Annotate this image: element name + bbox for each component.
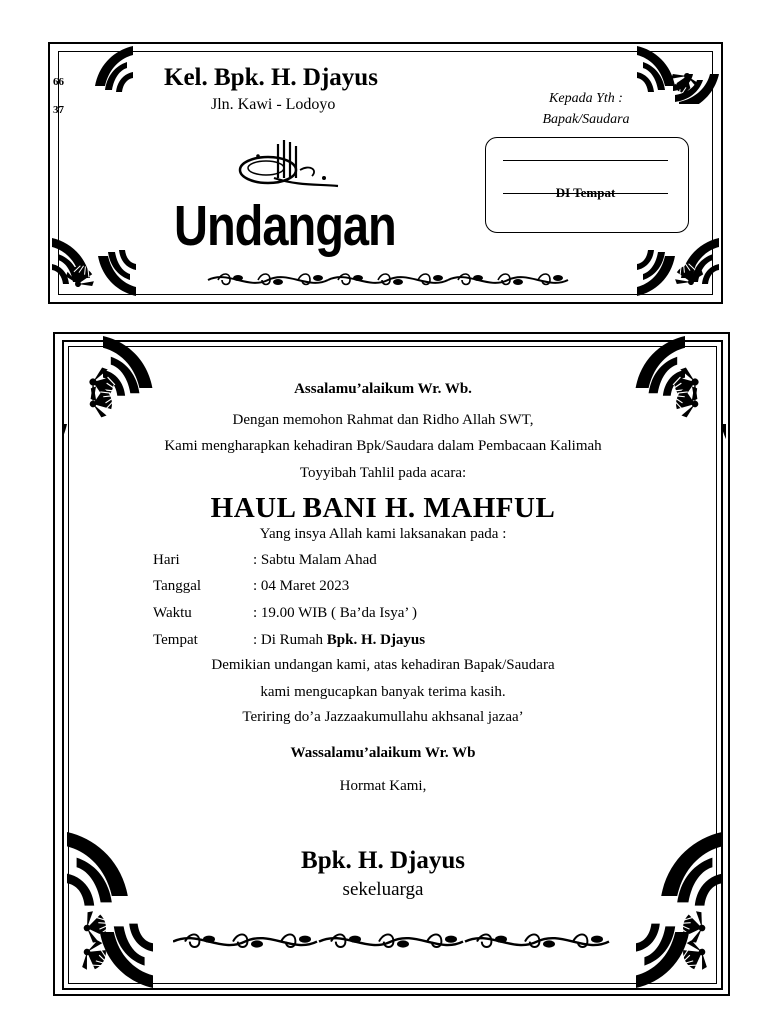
detail-value-time: : 19.00 WIB ( Ba’da Isya’ ) [253,605,417,621]
detail-value-place [253,632,425,649]
recipient-name-line [503,160,668,161]
greeting: Assalamu’alaikum Wr. Wb. [294,381,472,397]
intro-line: Dengan memohon Rahmat dan Ridho Allah SWT, [232,412,534,428]
signer-name: Bpk. H. Djayus [301,847,465,874]
closing-line: Demikian undangan kami, atas kehadiran Bapak/Saudara [211,657,555,673]
farewell: Wassalamu’alaikum Wr. Wb [290,745,476,761]
envelope-card [48,42,723,304]
bismillah-calligraphy-icon [238,134,343,192]
intro-line: Kami mengharapkan kehadiran Bpk/Saudara dalam Pembacaan Kalimah [164,438,602,454]
event-subtitle: Yang insya Allah kami laksanakan pada : [259,526,507,542]
signer-subtitle: sekeluarga [342,879,424,900]
detail-label-date: Tanggal [153,578,202,594]
corner-ornament-icon [88,44,138,94]
corner-ornament-icon [633,238,723,300]
decorative-scroll-border [173,928,613,952]
detail-value-date: : 04 Maret 2023 [253,578,350,594]
event-title: HAUL BANI H. MAHFUL [210,492,556,524]
detail-value-place-prefix: : Di Rumah [253,632,327,648]
envelope-address: Jln. Kawi - Lodoyo [211,96,336,113]
intro-line: Toyyibah Tahlil pada acara: [299,465,467,481]
detail-value-place-host: Bpk. H. Djayus [326,632,426,648]
closing-line: kami mengucapkan banyak terima kasih. [260,684,506,700]
envelope-title: Undangan [174,193,396,257]
detail-label-place: Tempat [153,632,198,648]
corner-number-label: 66 37 [53,76,64,116]
closing-line: Teriring do’a Jazzaakumullahu akhsanal jazaa’ [242,709,524,725]
detail-value-day: : Sabtu Malam Ahad [253,552,377,568]
detail-label-time: Waktu [153,605,192,621]
regards: Hormat Kami, [339,778,427,794]
envelope-family-name: Kel. Bpk. H. Djayus [164,64,378,91]
invitation-card [53,332,730,996]
corner-ornament-icon [50,238,140,300]
detail-label-day: Hari [153,552,180,568]
recipient-place-label: DI Tempat [555,185,616,200]
decorative-scroll-border [198,270,578,290]
recipient-place-line [503,193,668,194]
recipient-heading: Kepada Yth : Bapak/Saudara [542,91,630,127]
